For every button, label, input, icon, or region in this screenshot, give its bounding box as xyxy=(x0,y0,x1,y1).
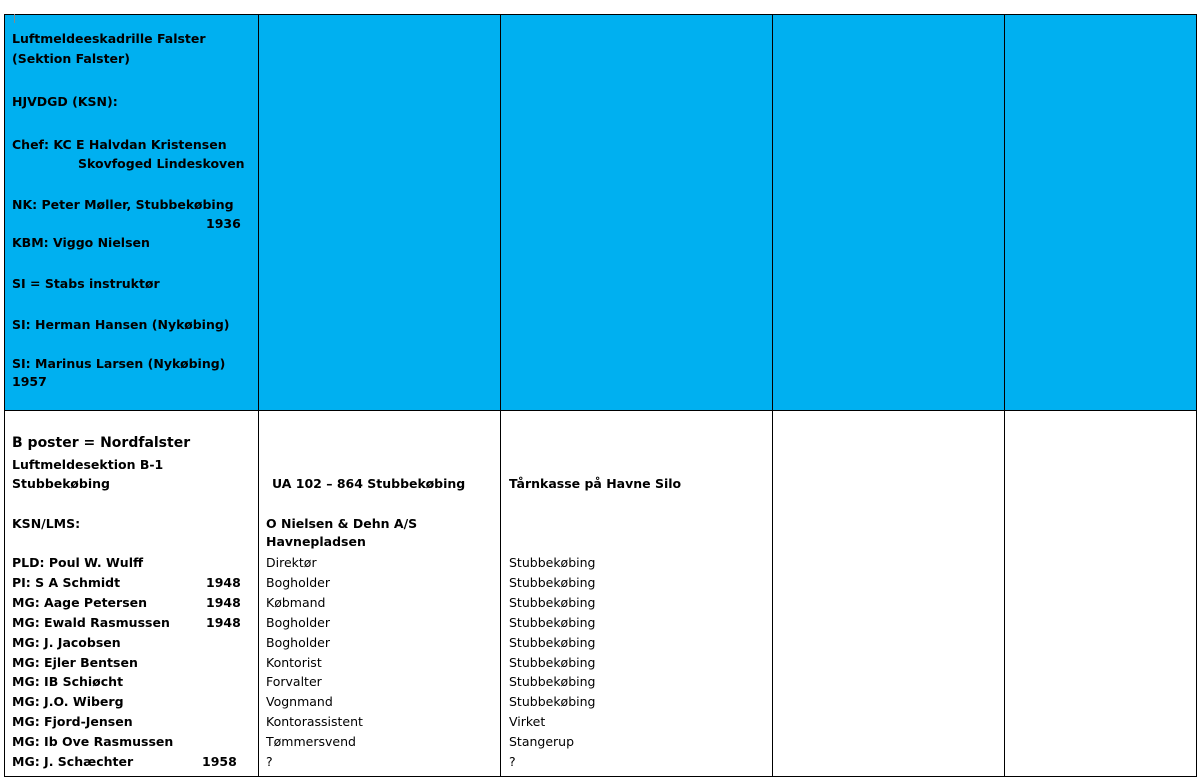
personnel-name: MG: J. Jacobsen xyxy=(12,635,121,650)
chef-title: Skovfoged Lindeskoven xyxy=(78,156,245,171)
table-border-bottom xyxy=(4,776,1197,777)
personnel-place: Stubbekøbing xyxy=(509,595,596,610)
personnel-role: ? xyxy=(266,754,273,769)
personnel-year: 1948 xyxy=(206,575,241,590)
personnel-place: Stubbekøbing xyxy=(509,615,596,630)
personnel-role: Kontorist xyxy=(266,655,322,670)
personnel-role: Bogholder xyxy=(266,635,330,650)
personnel-name: MG: Ejler Bentsen xyxy=(12,655,138,670)
nk-year: 1936 xyxy=(206,216,241,231)
column-divider-1 xyxy=(258,14,259,776)
tower-location: Tårnkasse på Havne Silo xyxy=(509,476,682,491)
si-herman: SI: Herman Hansen (Nykøbing) xyxy=(12,317,230,332)
personnel-name: MG: J.O. Wiberg xyxy=(12,694,124,709)
chef-line: Chef: KC E Halvdan Kristensen xyxy=(12,137,227,152)
nk-line: NK: Peter Møller, Stubbekøbing xyxy=(12,197,234,212)
company-name: O Nielsen & Dehn A/S xyxy=(266,516,418,531)
unit-name: Luftmeldeeskadrille Falster xyxy=(12,31,206,46)
personnel-name: MG: IB Schiøcht xyxy=(12,674,124,689)
personnel-name: MG: Fjord-Jensen xyxy=(12,714,133,729)
personnel-place: ? xyxy=(509,754,516,769)
unit-section: (Sektion Falster) xyxy=(12,51,130,66)
personnel-place: Stubbekøbing xyxy=(509,635,596,650)
personnel-role: Tømmersvend xyxy=(266,734,356,749)
ksn-lms-label: KSN/LMS: xyxy=(12,516,81,531)
personnel-name: MG: Aage Petersen xyxy=(12,595,148,610)
personnel-year: 1958 xyxy=(202,754,237,769)
company-address: Havnepladsen xyxy=(266,534,366,549)
personnel-place: Virket xyxy=(509,714,546,729)
personnel-role: Direktør xyxy=(266,555,317,570)
personnel-name: PI: S A Schmidt xyxy=(12,575,121,590)
column-divider-3 xyxy=(772,14,773,776)
kbm-line: KBM: Viggo Nielsen xyxy=(12,235,150,250)
personnel-role: Kontorassistent xyxy=(266,714,363,729)
text-cursor xyxy=(14,14,15,23)
table-border-left xyxy=(4,14,5,776)
personnel-name: PLD: Poul W. Wulff xyxy=(12,555,144,570)
personnel-role: Bogholder xyxy=(266,575,330,590)
personnel-name: MG: Ib Ove Rasmussen xyxy=(12,734,174,749)
personnel-year: 1948 xyxy=(206,595,241,610)
personnel-place: Stubbekøbing xyxy=(509,575,596,590)
hjvdgd-label: HJVDGD (KSN): xyxy=(12,94,118,109)
section-town: Stubbekøbing xyxy=(12,476,110,491)
si-definition: SI = Stabs instruktør xyxy=(12,276,160,291)
table-border-top xyxy=(4,14,1197,15)
section-subtitle: Luftmeldesektion B-1 xyxy=(12,457,164,472)
si-marinus: SI: Marinus Larsen (Nykøbing) xyxy=(12,356,226,371)
personnel-name: MG: J. Schæchter xyxy=(12,754,134,769)
table-border-right xyxy=(1196,14,1197,776)
ua-number: UA 102 – 864 Stubbekøbing xyxy=(272,476,466,491)
column-divider-2 xyxy=(500,14,501,776)
personnel-year: 1948 xyxy=(206,615,241,630)
personnel-role: Vognmand xyxy=(266,694,333,709)
personnel-place: Stangerup xyxy=(509,734,575,749)
personnel-role: Forvalter xyxy=(266,674,322,689)
header-row-background xyxy=(5,14,1197,410)
personnel-name: MG: Ewald Rasmussen xyxy=(12,615,170,630)
row-divider xyxy=(4,410,1197,411)
section-title: B poster = Nordfalster xyxy=(12,435,191,451)
column-divider-4 xyxy=(1004,14,1005,776)
personnel-place: Stubbekøbing xyxy=(509,555,596,570)
si-marinus-year: 1957 xyxy=(12,374,47,389)
personnel-role: Bogholder xyxy=(266,615,330,630)
personnel-place: Stubbekøbing xyxy=(509,674,596,689)
personnel-place: Stubbekøbing xyxy=(509,694,596,709)
personnel-place: Stubbekøbing xyxy=(509,655,596,670)
personnel-role: Købmand xyxy=(266,595,326,610)
